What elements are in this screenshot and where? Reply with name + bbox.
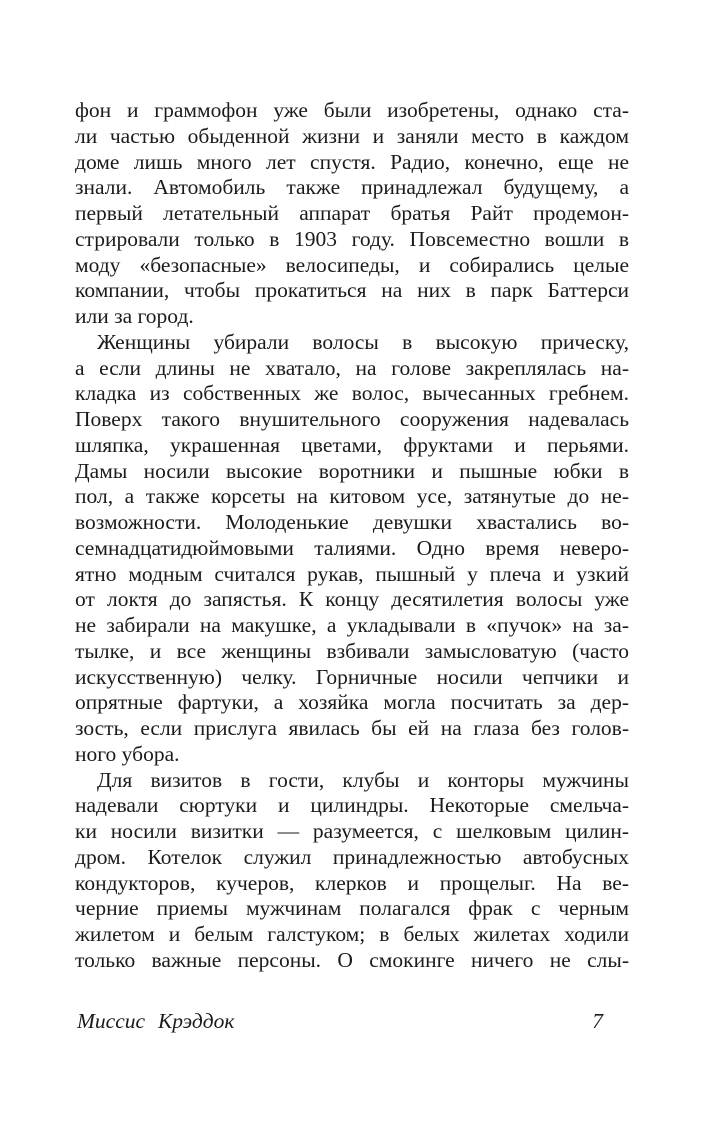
text-line: ятно модным считался рукав, пышный у плеча и узкий [75,561,629,586]
text-line: Женщины убирали волосы в высокую прическу, [97,329,629,354]
text-line: искусственную) челку. Горничные носили чепчики и [75,664,629,689]
text-line: семнадцатидюймовыми талиями. Одно время неверо- [75,535,629,560]
text-line: Дамы носили высокие воротники и пышные юбки в [75,458,629,483]
text-line: черние приемы мужчинам полагался фрак с черным [75,896,629,921]
text-line: кладка из собственных же волос, вычесанных гребнем. [75,381,629,406]
text-line: надевали сюртуки и цилиндры. Некоторые смельча- [75,793,629,818]
text-line: зость, если прислуга явилась бы ей на глаза без голов- [75,716,629,740]
text-line: опрятные фартуки, а хозяйка могла посчитать за дер- [75,690,629,715]
text-line: тылке, и все женщины взбивали замысловатую (часто [75,638,629,663]
page-number: 7 [592,1009,603,1033]
text-line: шляпка, украшенная цветами, фруктами и перьями. [75,432,629,457]
text-line: фон и граммофон уже были изобретены, однако ста- [75,98,629,122]
text-line: моду «безопасные» велосипеды, и собирались целые [75,252,629,277]
text-line: жилетом и белым галстуком; в белых жилетах ходили [75,922,629,946]
text-line: ного убора. [75,741,180,766]
text-line: от локтя до запястья. К концу десятилетия волосы уже [75,587,629,612]
text-line: доме лишь много лет спустя. Радио, конечно, еще не [75,149,629,174]
text-line: а если длины не хватало, на голове закреплялась на- [75,355,629,380]
running-title: Миссис Крэддок [77,1009,235,1033]
text-line: ки носили визитки — разумеется, с шелковым цилин- [75,819,629,843]
text-line: Поверх такого внушительного сооружения надевалась [75,407,629,431]
text-line: компании, чтобы прокатиться на них в парк Баттерси [75,278,629,303]
text-line: возможности. Молоденькие девушки хвастались во- [75,510,629,534]
text-line: ли частью обыденной жизни и заняли место в каждом [75,123,629,148]
text-line: первый летательный аппарат братья Райт продемон- [75,201,629,225]
page-footer [75,1008,629,1036]
text-line: не забирали на макушке, а укладывали в «пучок» на за- [75,613,629,637]
text-line: Для визитов в гости, клубы и конторы мужчины [97,767,629,792]
text-line: стрировали только в 1903 году. Повсеместно вошли в [75,226,629,251]
page-text [75,98,629,974]
text-line: пол, а также корсеты на китовом усе, затянутые до не- [75,484,629,509]
text-line: кондукторов, кучеров, клерков и прощелыг. На ве- [75,870,629,895]
text-line: или за город. [75,304,194,328]
text-line: дром. Котелок служил принадлежностью автобусных [75,844,629,869]
text-line: только важные персоны. О смокинге ничего не слы- [75,947,629,972]
text-line: знали. Автомобиль также принадлежал будущему, а [75,175,629,200]
